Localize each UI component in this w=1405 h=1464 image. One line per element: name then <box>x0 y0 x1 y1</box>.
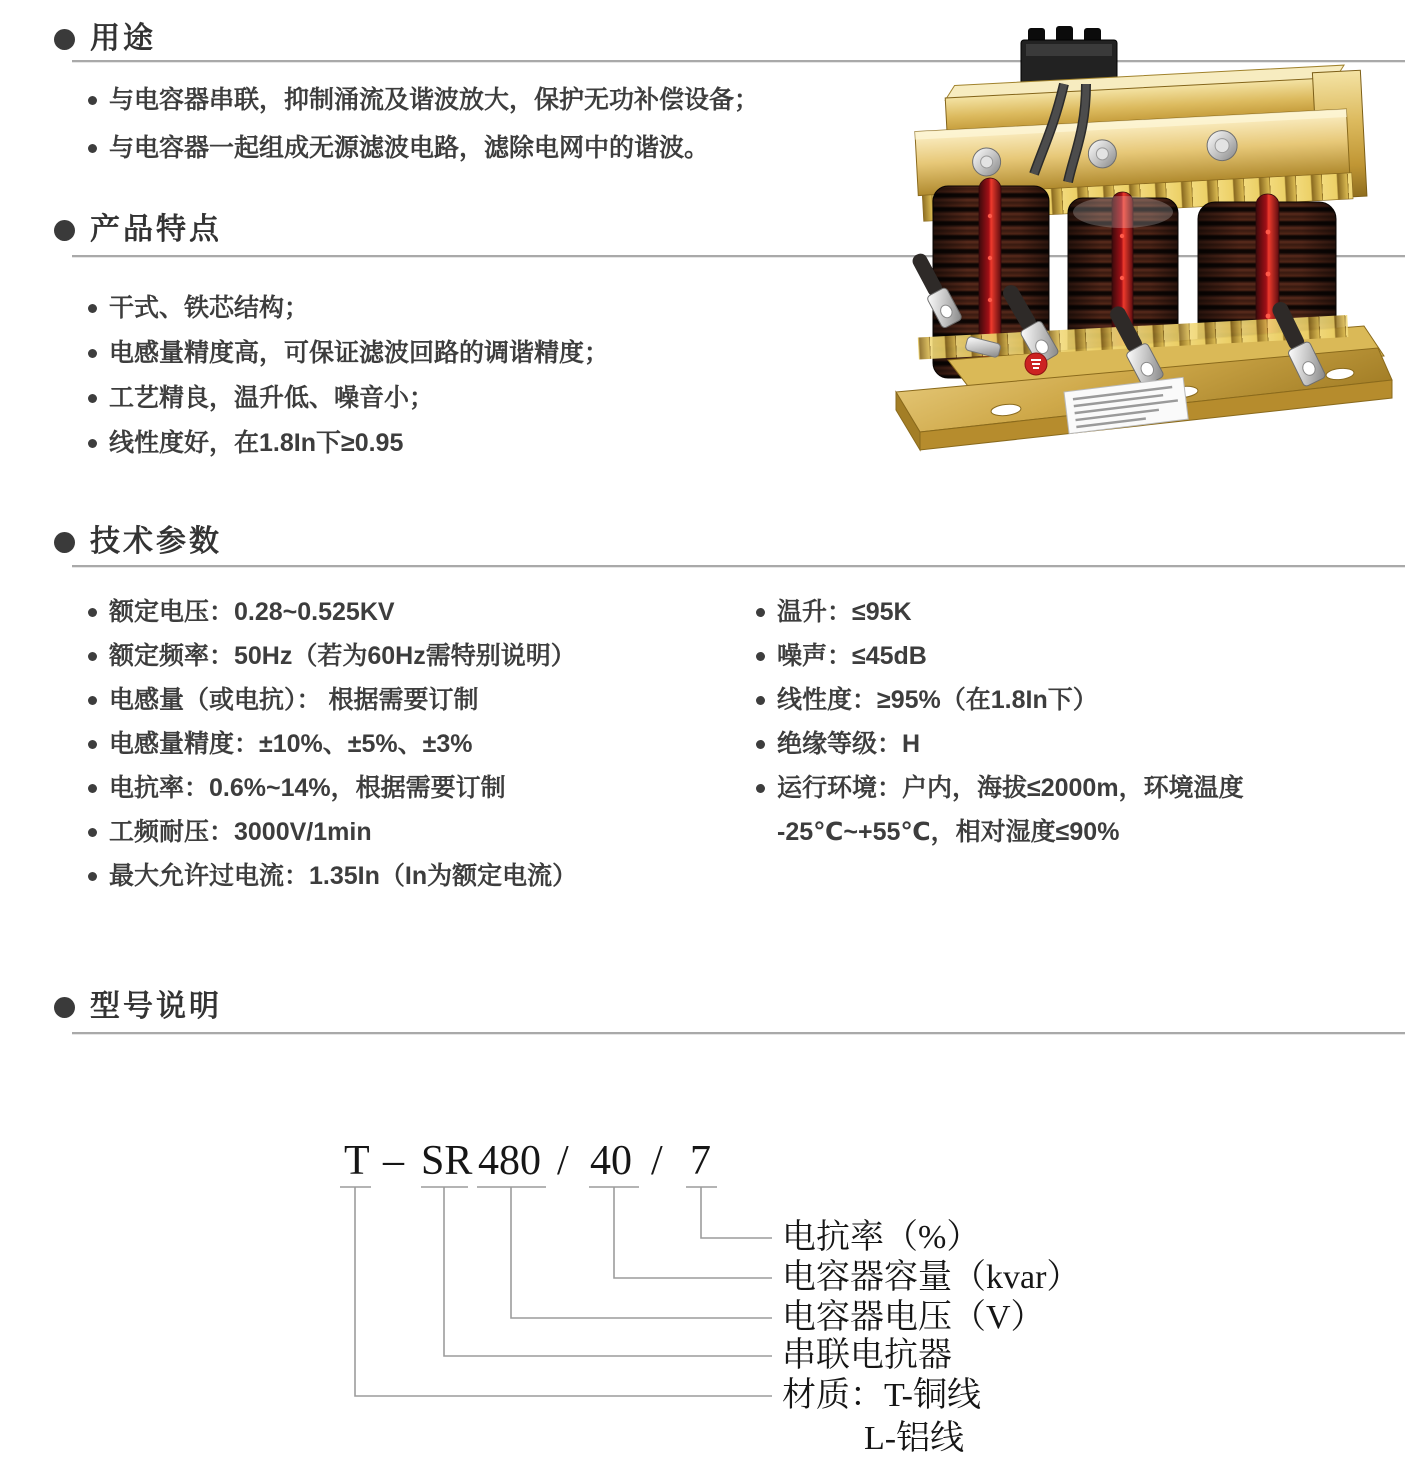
model-label-series: 串联电抗器 <box>782 1337 952 1374</box>
list-item-text: 电抗率：0.6%~14%，根据需要订制 <box>109 774 506 802</box>
bullet-icon <box>756 696 765 705</box>
list-item-text: 电感量精度高，可保证滤波回路的调谐精度； <box>109 339 610 367</box>
section-header-features <box>54 213 222 247</box>
section-title: 型号说明 <box>90 990 222 1023</box>
model-code-rate: 7 <box>690 1138 711 1184</box>
bullet-icon <box>88 349 97 358</box>
list-item-text: 绝缘等级：H <box>777 730 921 758</box>
section-bullet-icon <box>54 997 75 1018</box>
list-item-text: 运行环境：户内，海拔≤2000m，环境温度 <box>777 774 1244 802</box>
list-item-text: -25℃~+55℃，相对湿度≤90% <box>777 818 1120 846</box>
section-header-usage <box>54 22 156 56</box>
bullet-icon <box>88 828 97 837</box>
bullet-icon <box>88 740 97 749</box>
model-code-dash: – <box>383 1138 404 1184</box>
model-label-voltage: 电容器电压（V） <box>782 1299 1045 1336</box>
list-item-text: 线性度好，在1.8In下≥0.95 <box>109 429 404 457</box>
section-bullet-icon <box>54 29 75 50</box>
model-code-slash: / <box>557 1138 569 1184</box>
section-title: 产品特点 <box>90 213 222 246</box>
usage-list <box>88 86 759 162</box>
model-label-material-alt: L-铝线 <box>864 1420 965 1457</box>
list-item <box>88 429 609 457</box>
list-item <box>88 598 577 626</box>
list-item-text: 电感量（或电抗）： 根据需要订制 <box>109 686 479 714</box>
list-item-text: 工频耐压：3000V/1min <box>109 818 372 846</box>
bullet-icon <box>88 608 97 617</box>
section-bullet-icon <box>54 220 75 241</box>
model-label-material: 材质：T-铜线 <box>782 1377 981 1414</box>
list-item-text: 额定频率：50Hz（若为60Hz需特别说明） <box>109 642 576 670</box>
list-item <box>88 818 577 846</box>
bullet-icon <box>88 96 97 105</box>
list-item <box>88 384 609 412</box>
model-label-capacity: 电容器容量（kvar） <box>782 1259 1081 1296</box>
list-item-text: 额定电压：0.28~0.525KV <box>109 598 395 626</box>
list-item-text: 线性度：≥95%（在1.8In下） <box>777 686 1098 714</box>
list-item <box>88 294 609 322</box>
list-item-text: 最大允许过电流：1.35In（In为额定电流） <box>109 862 578 890</box>
bullet-icon <box>756 740 765 749</box>
bullet-icon <box>756 608 765 617</box>
terminal-block <box>1021 26 1117 86</box>
bullet-icon <box>88 394 97 403</box>
section-header-specs <box>54 525 222 559</box>
product-photo <box>878 26 1405 488</box>
specs-right-column <box>756 598 1244 846</box>
model-label-rate: 电抗率（%） <box>782 1219 981 1256</box>
list-item-text: 与电容器一起组成无源滤波电路，滤除电网中的谐波。 <box>109 134 710 162</box>
section-title: 用途 <box>90 22 156 55</box>
list-item-text: 干式、铁芯结构； <box>109 294 310 322</box>
list-item <box>756 598 1244 626</box>
bullet-icon <box>88 652 97 661</box>
list-item <box>88 339 609 367</box>
bullet-icon <box>756 784 765 793</box>
bullet-icon <box>88 304 97 313</box>
ground-emblem <box>1025 353 1047 375</box>
section-header-model <box>54 990 222 1024</box>
list-item <box>88 642 577 670</box>
bullet-icon <box>88 784 97 793</box>
section-title: 技术参数 <box>90 525 222 558</box>
model-code-material: T <box>344 1138 370 1184</box>
model-code-voltage: 480 <box>478 1138 541 1184</box>
bullet-icon <box>756 652 765 661</box>
specs-left-column <box>88 598 577 890</box>
list-item <box>88 86 759 114</box>
list-item <box>88 774 577 802</box>
bullet-icon <box>88 144 97 153</box>
list-item <box>756 686 1244 714</box>
bullet-icon <box>88 439 97 448</box>
list-item <box>88 134 759 162</box>
features-list <box>88 294 609 457</box>
model-code-series: SR <box>421 1138 473 1184</box>
list-item-text: 与电容器串联，抑制涌流及谐波放大，保护无功补偿设备； <box>109 86 760 114</box>
list-item-text: 电感量精度：±10%、±5%、±3% <box>109 730 473 758</box>
bullet-icon <box>88 872 97 881</box>
list-item-text: 温升：≤95K <box>777 598 912 626</box>
list-item-text: 噪声：≤45dB <box>777 642 927 670</box>
list-item <box>88 730 577 758</box>
section-divider <box>72 1032 1405 1035</box>
list-item-text: 工艺精良，温升低、噪音小； <box>109 384 435 412</box>
list-item <box>88 862 577 890</box>
list-item-continuation <box>756 818 1244 846</box>
section-bullet-icon <box>54 532 75 553</box>
model-code-slash: / <box>651 1138 663 1184</box>
model-connector-lines <box>0 1180 1405 1464</box>
list-item <box>756 642 1244 670</box>
list-item <box>756 774 1244 802</box>
list-item <box>756 730 1244 758</box>
list-item <box>88 686 577 714</box>
model-code-capacity: 40 <box>590 1138 632 1184</box>
bullet-icon <box>88 696 97 705</box>
section-divider <box>72 565 1405 568</box>
